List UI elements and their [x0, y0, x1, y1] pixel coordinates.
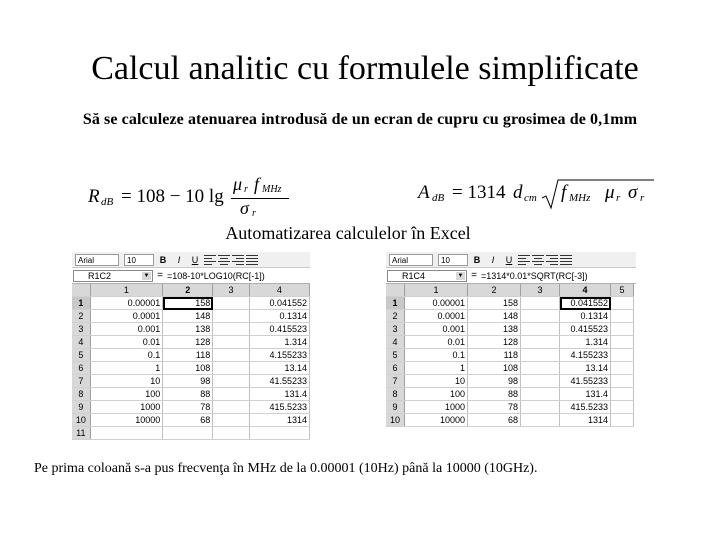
- slide-title: Calcul analitic cu formulele simplificate: [91, 50, 639, 87]
- underline-button[interactable]: U: [505, 254, 513, 265]
- bold-button[interactable]: B: [473, 254, 481, 265]
- formula-bar: [386, 268, 636, 284]
- formula-right-d-sub: cm: [524, 192, 537, 204]
- font-select[interactable]: Arial: [389, 254, 433, 266]
- formatting-toolbar: [386, 252, 636, 268]
- table-row: [386, 375, 634, 388]
- align-left-icon[interactable]: [518, 255, 530, 265]
- cell[interactable]: 131.4: [249, 388, 309, 401]
- column-header[interactable]: 3: [521, 284, 560, 297]
- cell[interactable]: 0.0001: [405, 310, 468, 323]
- row-header[interactable]: 8: [72, 388, 90, 401]
- table-row: [72, 323, 310, 336]
- formula-left-den-sigma-sub: r: [252, 208, 256, 219]
- row-header[interactable]: 1: [72, 297, 90, 310]
- cell[interactable]: [90, 427, 163, 440]
- chevron-down-icon[interactable]: ▼: [457, 272, 464, 279]
- cell[interactable]: [521, 362, 560, 375]
- cell[interactable]: [611, 375, 634, 388]
- table-row: [72, 388, 310, 401]
- cell[interactable]: [521, 310, 560, 323]
- name-box[interactable]: [73, 270, 153, 282]
- cell[interactable]: 131.4: [560, 388, 611, 401]
- cell-reference: R1C4: [402, 270, 426, 281]
- cell[interactable]: 128: [163, 336, 213, 349]
- spreadsheet-right: [386, 252, 636, 427]
- chevron-down-icon[interactable]: ▼: [143, 272, 150, 279]
- cell[interactable]: 148: [468, 310, 521, 323]
- cell[interactable]: [213, 336, 249, 349]
- cell[interactable]: 10: [405, 375, 468, 388]
- cell[interactable]: [213, 401, 249, 414]
- formula-bar: [72, 268, 310, 284]
- row-header[interactable]: 6: [72, 362, 90, 375]
- font-select[interactable]: Arial: [75, 254, 119, 266]
- formula-equals: =: [157, 270, 163, 281]
- row-header[interactable]: 5: [386, 349, 405, 362]
- cell[interactable]: [611, 336, 634, 349]
- cell[interactable]: [521, 297, 560, 310]
- table-row: [386, 401, 634, 414]
- cell[interactable]: 0.1: [90, 349, 163, 362]
- cell[interactable]: [611, 349, 634, 362]
- cell[interactable]: 1: [90, 362, 163, 375]
- cell[interactable]: 0.1314: [249, 310, 309, 323]
- cell[interactable]: [521, 336, 560, 349]
- cell[interactable]: 88: [163, 388, 213, 401]
- merge-center-icon[interactable]: [560, 255, 572, 265]
- cell[interactable]: [521, 414, 560, 427]
- cell[interactable]: 138: [163, 323, 213, 336]
- name-box[interactable]: [387, 270, 467, 282]
- row-header[interactable]: 9: [386, 401, 405, 414]
- formula-input[interactable]: =108-10*LOG10(RC[-1]): [167, 270, 265, 281]
- cell[interactable]: [249, 427, 309, 440]
- row-header[interactable]: 4: [386, 336, 405, 349]
- row-header[interactable]: 6: [386, 362, 405, 375]
- cell[interactable]: [611, 297, 634, 310]
- formula-left-num-mu-sub: r: [244, 184, 248, 195]
- row-header[interactable]: 1: [386, 297, 405, 310]
- cell[interactable]: 0.01: [405, 336, 468, 349]
- italic-button[interactable]: I: [491, 254, 495, 265]
- row-header[interactable]: 10: [72, 414, 90, 427]
- cell[interactable]: [213, 323, 249, 336]
- formula-left-num-f: f: [254, 174, 260, 194]
- cell[interactable]: 1000: [90, 401, 163, 414]
- bold-button[interactable]: B: [159, 254, 167, 265]
- cell[interactable]: 148: [163, 310, 213, 323]
- italic-button[interactable]: I: [177, 254, 181, 265]
- cell[interactable]: [521, 388, 560, 401]
- table-row: [386, 388, 634, 401]
- formula-right-f: f: [561, 182, 567, 203]
- formula-right-sigma: σ: [628, 182, 638, 203]
- merge-center-icon[interactable]: [246, 255, 258, 265]
- cell[interactable]: 98: [468, 375, 521, 388]
- cell[interactable]: 108: [163, 362, 213, 375]
- row-header[interactable]: 7: [386, 375, 405, 388]
- cell[interactable]: [213, 375, 249, 388]
- formula-left-num-f-sub: MHz: [262, 184, 282, 195]
- formula-equals: =: [471, 270, 477, 281]
- table-row: [72, 310, 310, 323]
- cell[interactable]: 118: [163, 349, 213, 362]
- row-header[interactable]: 8: [386, 388, 405, 401]
- table-row: [72, 297, 310, 310]
- row-header[interactable]: 2: [386, 310, 405, 323]
- cell[interactable]: [521, 349, 560, 362]
- cell[interactable]: 0.0001: [90, 310, 163, 323]
- cell-reference: R1C2: [88, 270, 112, 281]
- cell[interactable]: 0.001: [90, 323, 163, 336]
- cell[interactable]: 0.1: [405, 349, 468, 362]
- cell[interactable]: 128: [468, 336, 521, 349]
- cell[interactable]: 4.155233: [249, 349, 309, 362]
- row-header[interactable]: 7: [72, 375, 90, 388]
- cell[interactable]: 100: [405, 388, 468, 401]
- row-header[interactable]: 5: [72, 349, 90, 362]
- formula-right-eq: = 1314: [452, 182, 506, 203]
- formula-left-num-mu: μ: [233, 174, 243, 194]
- cell[interactable]: 0.00001: [90, 297, 163, 310]
- cell[interactable]: 1314: [560, 414, 611, 427]
- cell[interactable]: [611, 323, 634, 336]
- cell[interactable]: [611, 401, 634, 414]
- formula-right-d: d: [513, 182, 523, 203]
- cell[interactable]: 0.415523: [560, 323, 611, 336]
- align-center-icon[interactable]: [218, 255, 230, 265]
- problem-statement: Să se calculeze atenuarea introdusă de un ecran de cupru cu grosimea de 0,1mm: [82, 111, 638, 128]
- table-row: [72, 427, 310, 440]
- cell[interactable]: 0.001: [405, 323, 468, 336]
- cell[interactable]: [213, 310, 249, 323]
- row-header[interactable]: 3: [386, 323, 405, 336]
- cell[interactable]: 78: [468, 401, 521, 414]
- font-size-select[interactable]: 10: [438, 254, 468, 266]
- formula-right-f-sub: MHz: [569, 192, 591, 204]
- cell[interactable]: 41.55233: [249, 375, 309, 388]
- cell[interactable]: 41.55233: [560, 375, 611, 388]
- align-right-icon[interactable]: [546, 255, 558, 265]
- table-row: [72, 414, 310, 427]
- cell[interactable]: 1.314: [249, 336, 309, 349]
- cell[interactable]: 118: [468, 349, 521, 362]
- column-header[interactable]: 2: [163, 284, 213, 297]
- cell[interactable]: [521, 401, 560, 414]
- footnote: Pe prima coloană s-a pus frecvenţa în MHz de la 0.00001 (10Hz) până la 10000 (10GHz).: [34, 461, 538, 476]
- column-header[interactable]: 2: [468, 284, 521, 297]
- row-header[interactable]: 10: [386, 414, 405, 427]
- cell[interactable]: [521, 323, 560, 336]
- formula-right-sigma-sub: r: [640, 192, 645, 204]
- cell[interactable]: 88: [468, 388, 521, 401]
- cell[interactable]: 4.155233: [560, 349, 611, 362]
- cell[interactable]: 1: [405, 362, 468, 375]
- cell[interactable]: 100: [90, 388, 163, 401]
- cell[interactable]: 1000: [405, 401, 468, 414]
- formula-right-mu: μ: [605, 182, 615, 203]
- table-row: [386, 297, 634, 310]
- formula-input[interactable]: =1314*0.01*SQRT(RC[-3]): [481, 270, 588, 281]
- align-right-icon[interactable]: [232, 255, 244, 265]
- cell[interactable]: [213, 414, 249, 427]
- cell[interactable]: 0.041552: [249, 297, 309, 310]
- align-left-icon[interactable]: [204, 255, 216, 265]
- column-header[interactable]: 1: [405, 284, 468, 297]
- column-header[interactable]: 3: [213, 284, 249, 297]
- cell[interactable]: 68: [468, 414, 521, 427]
- cell[interactable]: [611, 388, 634, 401]
- cell[interactable]: [611, 310, 634, 323]
- cell[interactable]: [213, 297, 249, 310]
- cell[interactable]: 415.5233: [249, 401, 309, 414]
- cell[interactable]: 158: [163, 297, 213, 310]
- cell[interactable]: 138: [468, 323, 521, 336]
- cell[interactable]: 78: [163, 401, 213, 414]
- table-row: [386, 336, 634, 349]
- cell[interactable]: 0.1314: [560, 310, 611, 323]
- formula-left-lhs: R: [88, 186, 100, 207]
- cell-grid: [72, 284, 310, 440]
- cell[interactable]: [213, 388, 249, 401]
- table-row: [72, 362, 310, 375]
- cell[interactable]: 0.01: [90, 336, 163, 349]
- cell[interactable]: 10000: [90, 414, 163, 427]
- cell[interactable]: [213, 362, 249, 375]
- cell[interactable]: 10: [90, 375, 163, 388]
- cell[interactable]: 98: [163, 375, 213, 388]
- cell[interactable]: 10000: [405, 414, 468, 427]
- cell[interactable]: 0.415523: [249, 323, 309, 336]
- cell[interactable]: [611, 362, 634, 375]
- table-row: [386, 414, 634, 427]
- formula-left-lhs-sub: dB: [101, 196, 114, 208]
- column-header[interactable]: 5: [611, 284, 634, 297]
- table-row: [386, 362, 634, 375]
- corner-cell[interactable]: [386, 284, 405, 297]
- row-header[interactable]: 4: [72, 336, 90, 349]
- cell[interactable]: 0.00001: [405, 297, 468, 310]
- underline-button[interactable]: U: [191, 254, 199, 265]
- column-header[interactable]: 4: [249, 284, 309, 297]
- cell-grid: [386, 284, 634, 427]
- cell[interactable]: 0.041552: [560, 297, 611, 310]
- formula-right-lhs-sub: dB: [432, 192, 445, 204]
- table-row: [72, 336, 310, 349]
- cell[interactable]: [521, 375, 560, 388]
- formula-right-lhs: A: [418, 182, 430, 203]
- formula-right-mu-sub: r: [616, 192, 621, 204]
- table-row: [72, 349, 310, 362]
- font-size-select[interactable]: 10: [124, 254, 154, 266]
- table-row: [72, 401, 310, 414]
- cell[interactable]: [611, 414, 634, 427]
- spreadsheet-left: [72, 252, 310, 440]
- formula-reflection: [88, 176, 308, 222]
- column-header[interactable]: 1: [90, 284, 163, 297]
- table-row: [386, 323, 634, 336]
- cell[interactable]: 13.14: [249, 362, 309, 375]
- align-center-icon[interactable]: [532, 255, 544, 265]
- cell[interactable]: [163, 427, 213, 440]
- row-header[interactable]: 11: [72, 427, 90, 440]
- cell[interactable]: 68: [163, 414, 213, 427]
- row-header[interactable]: 9: [72, 401, 90, 414]
- column-header[interactable]: 4: [560, 284, 611, 297]
- table-row: [386, 310, 634, 323]
- formula-absorption: [418, 178, 658, 212]
- cell[interactable]: 1314: [249, 414, 309, 427]
- formatting-toolbar: [72, 252, 310, 268]
- table-row: [386, 349, 634, 362]
- cell[interactable]: 13.14: [560, 362, 611, 375]
- row-header[interactable]: 2: [72, 310, 90, 323]
- cell[interactable]: [213, 349, 249, 362]
- formula-left-den-sigma: σ: [240, 198, 249, 218]
- excel-heading: Automatizarea calculelor în Excel: [225, 223, 471, 243]
- corner-cell[interactable]: [72, 284, 90, 297]
- cell[interactable]: 1.314: [560, 336, 611, 349]
- formula-left-eq: = 108 − 10 lg: [121, 186, 224, 207]
- cell[interactable]: 158: [468, 297, 521, 310]
- table-row: [72, 375, 310, 388]
- cell[interactable]: [213, 427, 249, 440]
- cell[interactable]: 415.5233: [560, 401, 611, 414]
- cell[interactable]: 108: [468, 362, 521, 375]
- row-header[interactable]: 3: [72, 323, 90, 336]
